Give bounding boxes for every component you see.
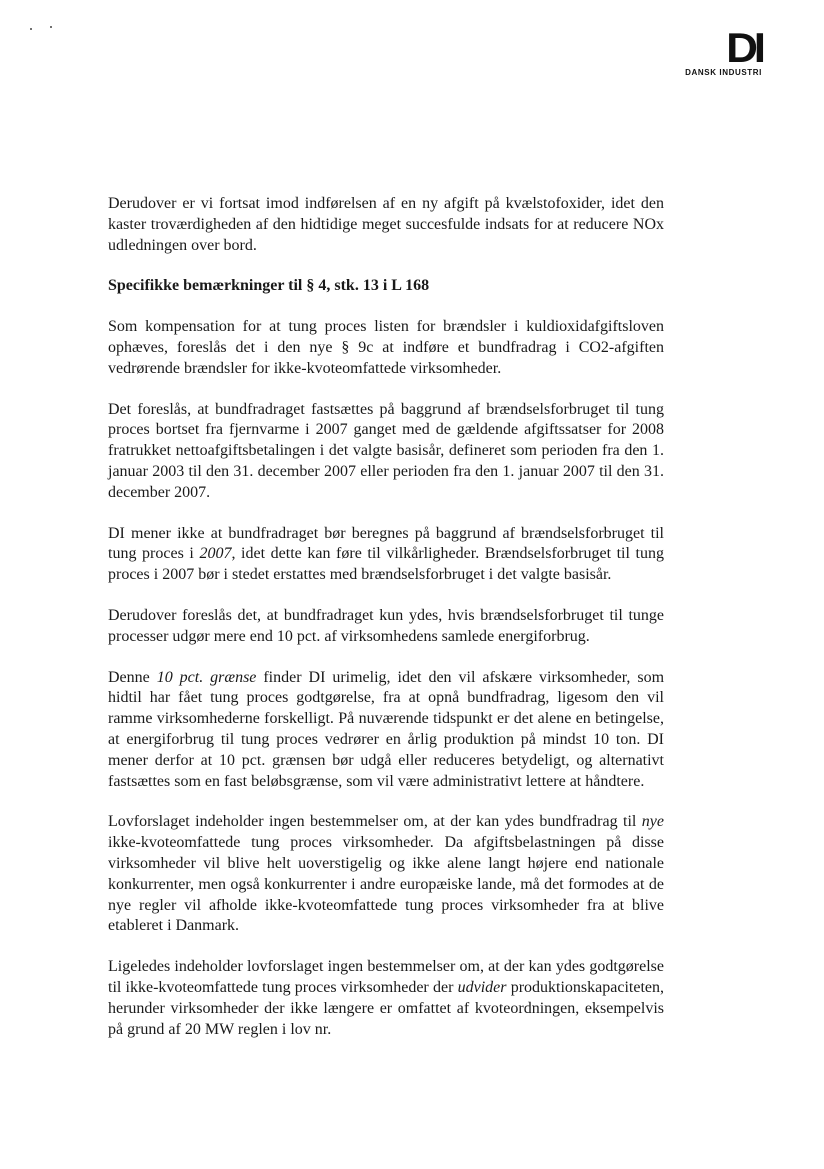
paragraph — [108, 957, 664, 1040]
paragraph: Derudover foreslås det, at bundfradraget kun ydes, hvis brændselsforbruget til tunge processer udgør mere end 10 pct. af virksomhedens samlede energiforbrug. — [108, 606, 664, 645]
paragraph — [108, 812, 664, 937]
paragraph: Det foreslås, at bundfradraget fastsættes på baggrund af brændselsforbruget til tung proces bortset fra fjernvarme i 2007 ganget med de gældende afgiftssatser for 2008 fratrukket nettoafgiftsbetalingen i det valgte basisår, defineret som perioden fra den 1. januar 2003 til den 31. december 2007 eller perioden fra den 1. januar 2007 til den 31. december 2007. — [108, 400, 664, 501]
di-logo — [685, 24, 762, 77]
text-run: , idet dette kan føre til vilkårligheder. Brændselsforbruget til tung proces i 2007 bør i stedet erstattes med brændselsforbruget i det valgte basisår. — [108, 545, 664, 584]
paragraph — [108, 524, 664, 586]
paragraph: Som kompensation for at tung proces listen for brændsler i kuldioxidafgiftsloven ophæves, foreslås det i den nye § 9c at indføre et bundfradrag i CO2-afgiften vedrørende brændsler for ikke-kvoteomfattede virksomheder. — [108, 318, 664, 377]
logo-mark: DI — [726, 24, 762, 71]
logo-name: DANSK INDUSTRI — [685, 68, 762, 77]
scan-specks — [30, 24, 60, 34]
text-run: Denne — [108, 668, 157, 686]
text-run: Lovforslaget indeholder ingen bestemmelser om, at der kan ydes bundfradrag til — [108, 813, 642, 831]
text-run: Ligeledes indeholder lovforslaget ingen bestemmelser om, at der kan ydes godtgørelse til ikke-kvoteomfattede tung proces virksomheder der — [108, 958, 664, 996]
section-heading: Specifikke bemærkninger til § 4, stk. 13 i L 168 — [108, 277, 430, 295]
paragraph: Derudover er vi fortsat imod indførelsen af en ny afgift på kvælstofoxider, idet den kaster troværdigheden af den hidtidige meget succesfulde indsats for at reducere NOx udledningen over bord. — [108, 195, 664, 254]
italic-text: 2007 — [199, 545, 232, 563]
italic-text: 10 pct. grænse — [156, 668, 257, 686]
italic-text: nye — [641, 813, 664, 831]
scan-speck — [50, 26, 52, 28]
text-run: DI mener ikke at bundfradraget bør beregnes på baggrund af brændselsforbruget til tung proces i — [108, 524, 664, 563]
letter-body — [108, 194, 664, 1060]
scan-speck — [30, 28, 32, 30]
text-run: finder DI urimelig, idet den vil afskære virksomheder, som hidtil har fået tung proces godtgørelse, fra at opnå bundfradrag, ligesom den vil ramme virksomhederne forskelligt. På nuværende tidspunkt er det alene en betingelse, at energiforbrug til tung proces vedrører en årlig produktion på mindst 10 ton. DI mener derfor at 10 pct. grænsen bør udgå eller reduceres betydeligt, og alternativt fastsættes som en fast beløbsgrænse, som vil være administrativt lettere at håndtere. — [108, 668, 665, 790]
italic-text: udvider — [457, 978, 507, 996]
text-run: produktionskapaciteten, herunder virksomheder der ikke længere er omfattet af kvoteordningen, eksempelvis på grund af 20 MW reglen i lov nr. — [108, 978, 664, 1038]
text-run: ikke-kvoteomfattede tung proces virksomheder. Da afgiftsbelastningen på disse virksomheder vil blive helt uoverstigelig og ikke alene langt højere end nationale konkurrenter, men også konkurrenter i andre europæiske lande, må det formodes at de nye regler vil afholde ikke-kvoteomfattede tung proces virksomheder fra at blive etableret i Danmark. — [108, 834, 664, 935]
paragraph — [108, 668, 664, 793]
